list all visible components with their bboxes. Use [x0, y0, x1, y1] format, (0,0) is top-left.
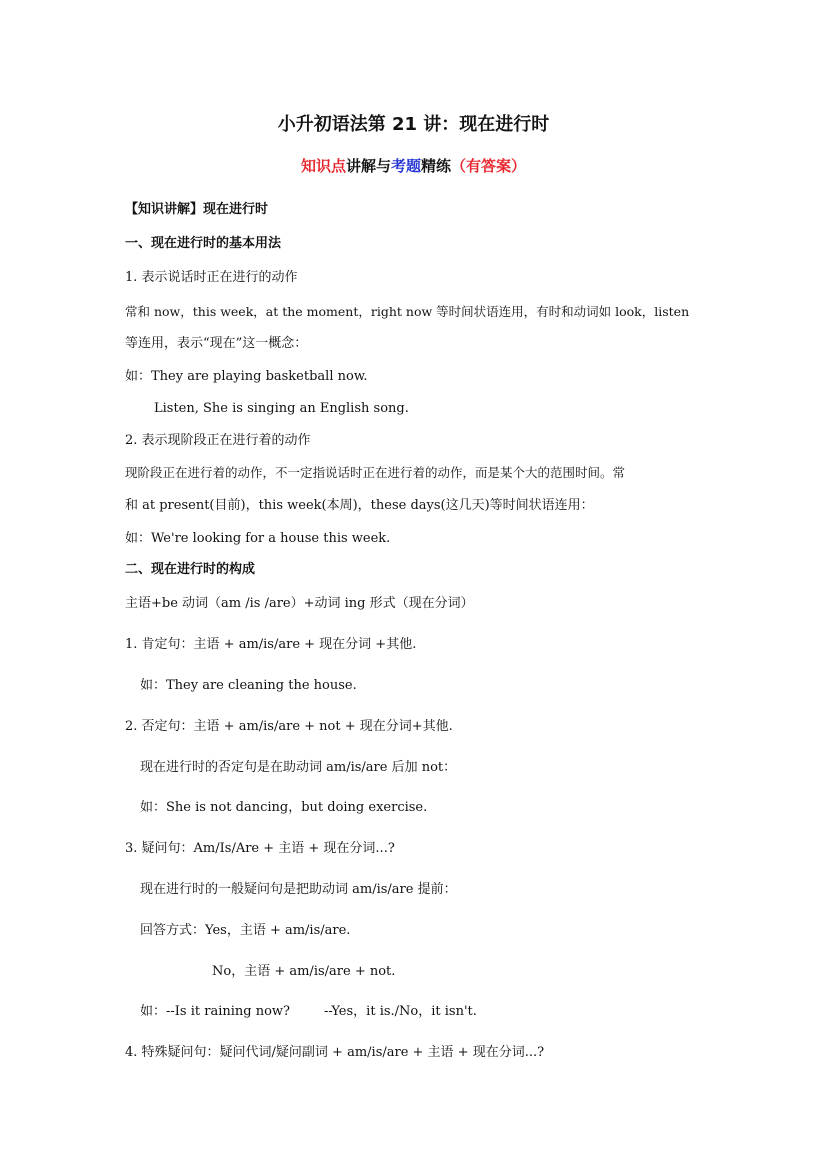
subtitle-explanation: 讲解与: [345, 157, 391, 175]
example-sentence: 如：She is not dancing，but doing exercise.: [140, 800, 428, 815]
body-text-line: 现在进行时的一般疑问句是把助动词 am/is/are 提前：: [140, 882, 457, 897]
formula-line: 主语+be 动词（am /is /are）+动词 ing 形式（现在分词）: [125, 596, 474, 611]
answer-format-no: No，主语 + am/is/are + not.: [212, 964, 396, 979]
item-heading-1: 1. 表示说话时正在进行的动作: [125, 270, 298, 285]
subtitle-exam-questions: 考题: [390, 157, 421, 175]
example-sentence: 如：They are cleaning the house.: [140, 678, 357, 693]
affirmative-sentence-rule: 1. 肯定句：主语 + am/is/are + 现在分词 +其他.: [125, 637, 417, 652]
body-text-line: 等连用，表示“现在”这一概念：: [125, 336, 308, 351]
example-sentence: Listen, She is singing an English song.: [154, 401, 409, 416]
body-text-line: 现在进行时的否定句是在助动词 am/is/are 后加 not：: [140, 760, 457, 775]
section-heading-knowledge: 【知识讲解】现在进行时: [125, 202, 269, 217]
example-answer: --Yes，it is./No，it isn't.: [324, 1004, 477, 1019]
subtitle-practice: 精练: [421, 157, 452, 175]
document-subtitle: [0, 155, 827, 177]
question-rule: 3. 疑问句：Am/Is/Are + 主语 + 现在分词...?: [125, 841, 395, 856]
body-text-line: 和 at present(目前)，this week(本周)，these days(这几天)等时间状语连用：: [125, 498, 594, 513]
negative-sentence-rule: 2. 否定句：主语 + am/is/are + not + 现在分词+其他.: [125, 719, 453, 734]
wh-question-rule: 4. 特殊疑问句：疑问代词/疑问副词 + am/is/are + 主语 + 现在分词...?: [125, 1045, 545, 1060]
answer-format-yes: 回答方式：Yes，主语 + am/is/are.: [140, 923, 351, 938]
body-text-line: 常和 now，this week，at the moment，right now 等时间状语连用，有时和动词如 look，listen: [125, 304, 690, 319]
item-heading-2: 2. 表示现阶段正在进行着的动作: [125, 433, 311, 448]
heading-basic-usage: 一、现在进行时的基本用法: [125, 236, 282, 251]
example-question: 如：--Is it raining now?: [140, 1004, 291, 1019]
heading-structure: 二、现在进行时的构成: [125, 562, 256, 577]
document-title: 小升初语法第 21 讲：现在进行时: [277, 114, 550, 135]
subtitle-answers-note: （有答案）: [451, 157, 527, 175]
example-sentence: 如：They are playing basketball now.: [125, 369, 368, 384]
example-sentence: 如：We're looking for a house this week.: [125, 531, 391, 546]
body-text-line: 现阶段正在进行着的动作，不一定指说话时正在进行着的动作，而是某个大的范围时间。常: [125, 465, 626, 480]
subtitle-knowledge-points: 知识点: [300, 157, 346, 175]
